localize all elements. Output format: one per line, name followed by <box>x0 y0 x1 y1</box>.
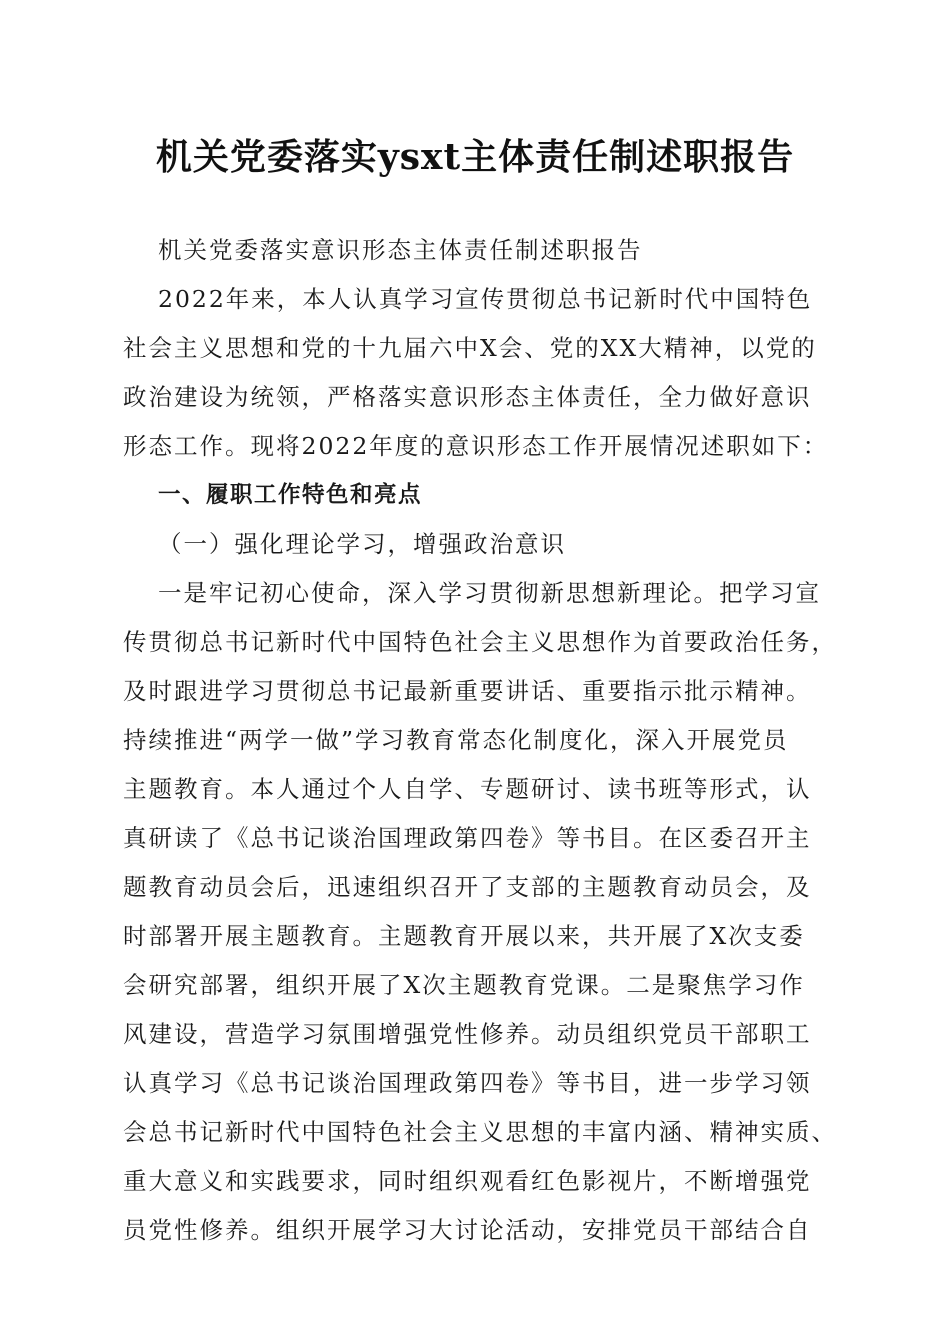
paragraph-line: 认真学习《总书记谈治国理政第四卷》等书目，进一步学习领 <box>123 1069 812 1097</box>
paragraph-line: 会研究部署，组织开展了X次主题教育党课。二是聚焦学习作 <box>123 971 805 999</box>
section-heading: 一、履职工作特色和亮点 <box>158 482 423 508</box>
document-title: 机关党委落实ysxt主体责任制述职报告 <box>155 136 795 178</box>
paragraph-line: 重大意义和实践要求，同时组织观看红色影视片，不断增强党 <box>123 1167 812 1195</box>
paragraph-line: 传贯彻总书记新时代中国特色社会主义思想作为首要政治任务， <box>123 628 837 656</box>
paragraph-line: 持续推进“两学一做”学习教育常态化制度化，深入开展党员 <box>123 726 789 754</box>
paragraph-line: 社会主义思想和党的十九届六中X会、党的XX大精神，以党的 <box>123 334 817 362</box>
document-body <box>123 226 835 1255</box>
paragraph-line: 2022年来，本人认真学习宣传贯彻总书记新时代中国特色 <box>158 285 813 313</box>
paragraph-line: 及时跟进学习贯彻总书记最新重要讲话、重要指示批示精神。 <box>123 677 812 705</box>
paragraph-line: 会总书记新时代中国特色社会主义思想的丰富内涵、精神实质、 <box>123 1118 837 1146</box>
paragraph-line: 时部署开展主题教育。主题教育开展以来，共开展了X次支委 <box>123 922 805 950</box>
paragraph-line: 主题教育。本人通过个人自学、专题研讨、读书班等形式，认 <box>123 775 812 803</box>
paragraph-line: 形态工作。现将2022年度的意识形态工作开展情况述职如下： <box>123 432 829 460</box>
paragraph-line: 题教育动员会后，迅速组织召开了支部的主题教育动员会，及 <box>123 873 812 901</box>
paragraph-line: 政治建设为统领，严格落实意识形态主体责任，全力做好意识 <box>123 383 812 411</box>
subtitle-line: 机关党委落实意识形态主体责任制述职报告 <box>158 236 643 264</box>
paragraph-line: 风建设，营造学习氛围增强党性修养。动员组织党员干部职工 <box>123 1020 812 1048</box>
paragraph-line: 真研读了《总书记谈治国理政第四卷》等书目。在区委召开主 <box>123 824 812 852</box>
paragraph-line: 一是牢记初心使命，深入学习贯彻新思想新理论。把学习宣 <box>158 579 821 607</box>
paragraph-line: 员党性修养。组织开展学习大讨论活动，安排党员干部结合自 <box>123 1216 812 1244</box>
subsection-heading: （一）强化理论学习，增强政治意识 <box>158 530 566 558</box>
